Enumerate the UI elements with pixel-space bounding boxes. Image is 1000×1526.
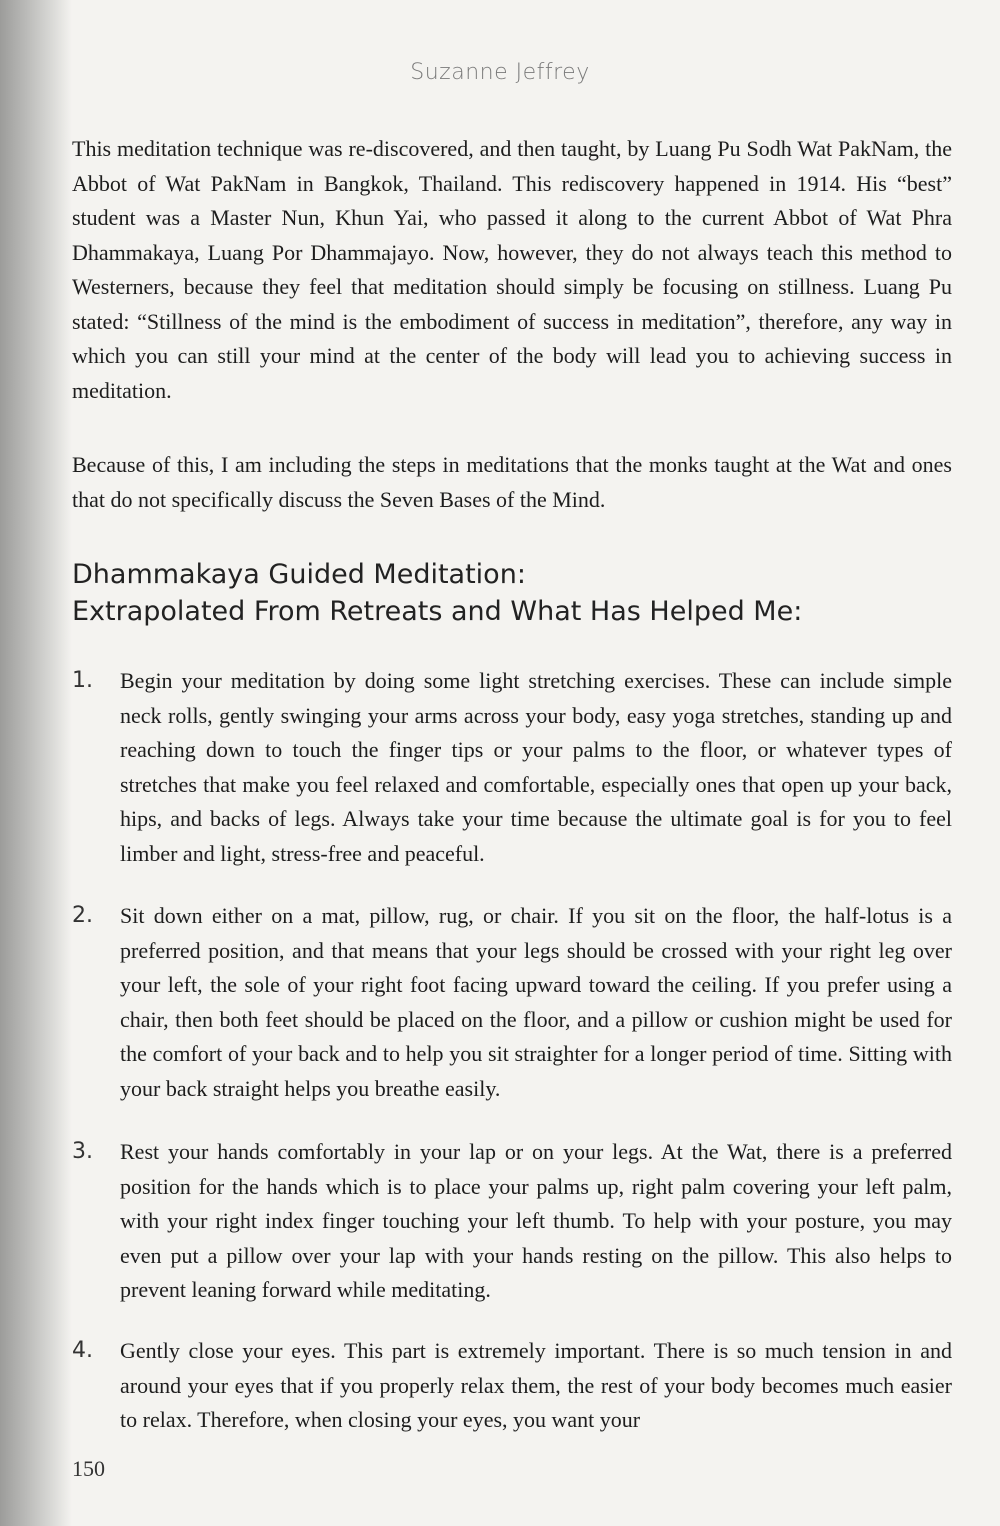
section-heading-line-1: Dhammakaya Guided Meditation: — [72, 559, 526, 590]
step-text: Begin your meditation by doing some light stretching exercises. These can include simple neck rolls, gently swinging your arms across your body, easy yoga stretches, standing up and reaching down to touch the finger tips or your palms to the floor, or whatever types of stretches that make you feel relaxed and comfortable, especially ones that open up your back, hips, and backs of legs. Always take your time because the ultimate goal is for you to feel limber and light, stress-free and peaceful. — [120, 668, 952, 866]
step-number: 2. — [72, 903, 93, 928]
section-heading — [72, 556, 962, 630]
step-number: 3. — [72, 1139, 93, 1164]
intro-paragraph: This meditation technique was re-discovered, and then taught, by Luang Pu Sodh Wat PakNam, the Abbot of Wat PakNam in Bangkok, Thailand. This rediscovery happened in 1914. His “best” student was a Master Nun, Khun Yai, who passed it along to the current Abbot of Wat Phra Dhammakaya, Luang Por Dhammajayo. Now, however, they do not always teach this method to Westerners, because they feel that meditation should simply be focusing on stillness. Luang Pu stated: “Stillness of the mind is the embodiment of success in meditation”, therefore, any way in which you can still your mind at the center of the body will lead you to achieving success in meditation. — [72, 136, 952, 403]
page-number: 150 — [72, 1456, 105, 1481]
step-text: Gently close your eyes. This part is extremely important. There is so much tension in and around your eyes that if you properly relax them, the rest of your body becomes much easier to relax. Therefore, when closing your eyes, you want your — [120, 1338, 952, 1432]
step-text: Rest your hands comfortably in your lap or on your legs. At the Wat, there is a preferred position for the hands which is to place your palms up, right palm covering your left palm, with your right index finger touching your left thumb. To help with your posture, you may even put a pillow over your lap with your hands resting on the pillow. This also helps to prevent leaning forward while meditating. — [120, 1139, 952, 1302]
step-text: Sit down either on a mat, pillow, rug, or chair. If you sit on the floor, the half-lotus is a preferred position, and that means that your legs should be crossed with your right leg over your left, the sole of your right foot facing upward toward the ceiling. If you prefer using a chair, then both feet should be placed on the floor, and a pillow or cushion might be used for the comfort of your back and to help you sit straighter for a longer period of time. Sitting with your back straight helps you breathe easily. — [120, 903, 952, 1101]
second-paragraph: Because of this, I am including the steps in meditations that the monks taught at the Wat and ones that do not specifically discuss the Seven Bases of the Mind. — [72, 452, 952, 512]
step-number: 1. — [72, 668, 93, 693]
step-number: 4. — [72, 1338, 93, 1363]
running-head-author: Suzanne Jeffrey — [410, 60, 590, 85]
section-heading-line-2: Extrapolated From Retreats and What Has Helped Me: — [72, 596, 803, 627]
